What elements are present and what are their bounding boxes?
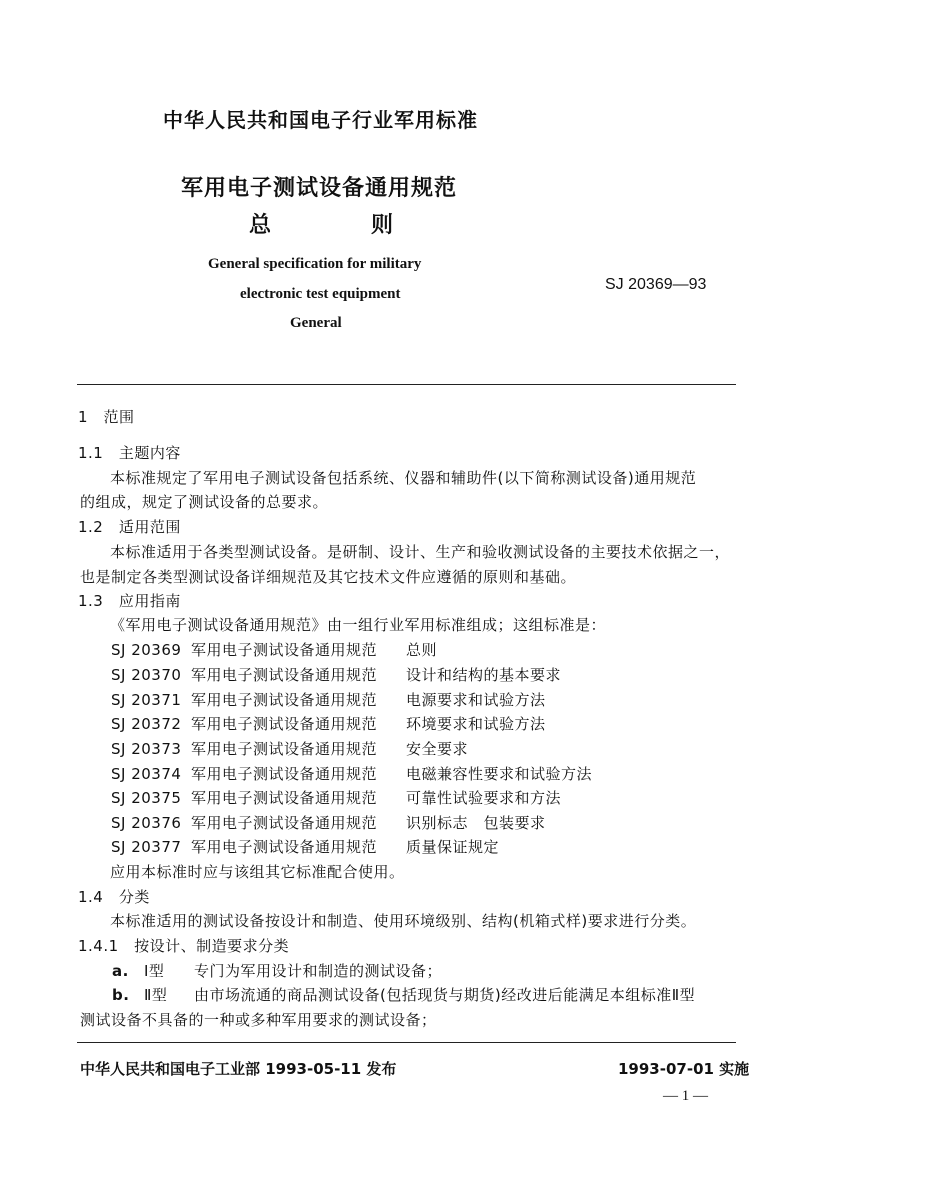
list-item-b-continuation: 测试设备不具备的一种或多种军用要求的测试设备； xyxy=(80,1011,437,1029)
standard-list-item: SJ 20371 军用电子测试设备通用规范 电源要求和试验方法 xyxy=(111,691,546,709)
paragraph-1-3-note: 应用本标准时应与该组其它标准配合使用。 xyxy=(110,863,405,881)
standard-list-item: SJ 20369 军用电子测试设备通用规范 总则 xyxy=(111,641,438,659)
document-subtitle-part-b: 则 xyxy=(371,213,394,238)
paragraph-1-3-intro: 《军用电子测试设备通用规范》由一组行业军用标准组成；这组标准是： xyxy=(110,616,607,634)
section-1-4-1-heading: 1.4.1 按设计、制造要求分类 xyxy=(78,937,290,955)
page-number: — 1 — xyxy=(663,1088,708,1104)
standard-list-item: SJ 20370 军用电子测试设备通用规范 设计和结构的基本要求 xyxy=(111,666,562,684)
standard-list-item: SJ 20372 军用电子测试设备通用规范 环境要求和试验方法 xyxy=(111,715,546,733)
section-1-2-heading: 1.2 适用范围 xyxy=(78,518,181,536)
document-title: 军用电子测试设备通用规范 xyxy=(181,176,458,201)
paragraph-1-1-line-2: 的组成，规定了测试设备的总要求。 xyxy=(80,493,329,511)
section-1-heading: 1 范围 xyxy=(78,408,135,426)
issue-date-line: 中华人民共和国电子工业部 1993-05-11 发布 xyxy=(80,1060,397,1078)
paragraph-1-2-line-1: 本标准适用于各类型测试设备。是研制、设计、生产和验收测试设备的主要技术依据之一， xyxy=(110,543,731,561)
list-item-a: a. Ⅰ型 专门为军用设计和制造的测试设备； xyxy=(112,962,443,980)
standard-list-item: SJ 20377 军用电子测试设备通用规范 质量保证规定 xyxy=(111,838,500,856)
section-1-4-heading: 1.4 分类 xyxy=(78,888,150,906)
english-title-line-1: General specification for military xyxy=(208,256,422,272)
document-subtitle-part-a: 总 xyxy=(249,213,272,238)
header-divider xyxy=(77,384,736,385)
section-1-1-heading: 1.1 主题内容 xyxy=(78,444,181,462)
standard-list-item: SJ 20374 军用电子测试设备通用规范 电磁兼容性要求和试验方法 xyxy=(111,765,593,783)
standard-list-item: SJ 20373 军用电子测试设备通用规范 安全要求 xyxy=(111,740,469,758)
list-item-b: b. Ⅱ型 由市场流通的商品测试设备(包括现货与期货)经改进后能满足本组标准Ⅱ型 xyxy=(112,986,696,1004)
paragraph-1-4: 本标准适用的测试设备按设计和制造、使用环境级别、结构(机箱式样)要求进行分类。 xyxy=(110,912,697,930)
english-title-line-3: General xyxy=(290,315,342,331)
standard-list-item: SJ 20376 军用电子测试设备通用规范 识别标志 包装要求 xyxy=(111,814,546,832)
paragraph-1-1-line-1: 本标准规定了军用电子测试设备包括系统、仪器和辅助件(以下简称测试设备)通用规范 xyxy=(110,469,697,487)
footer-divider xyxy=(77,1042,736,1043)
standard-number: SJ 20369—93 xyxy=(605,276,707,293)
section-1-3-heading: 1.3 应用指南 xyxy=(78,592,181,610)
paragraph-1-2-line-2: 也是制定各类型测试设备详细规范及其它技术文件应遵循的原则和基础。 xyxy=(80,568,577,586)
english-title-line-2: electronic test equipment xyxy=(240,286,401,302)
issuing-organization-title: 中华人民共和国电子行业军用标准 xyxy=(163,108,478,132)
standard-list-item: SJ 20375 军用电子测试设备通用规范 可靠性试验要求和方法 xyxy=(111,789,562,807)
effective-date-line: 1993-07-01 实施 xyxy=(618,1060,750,1078)
